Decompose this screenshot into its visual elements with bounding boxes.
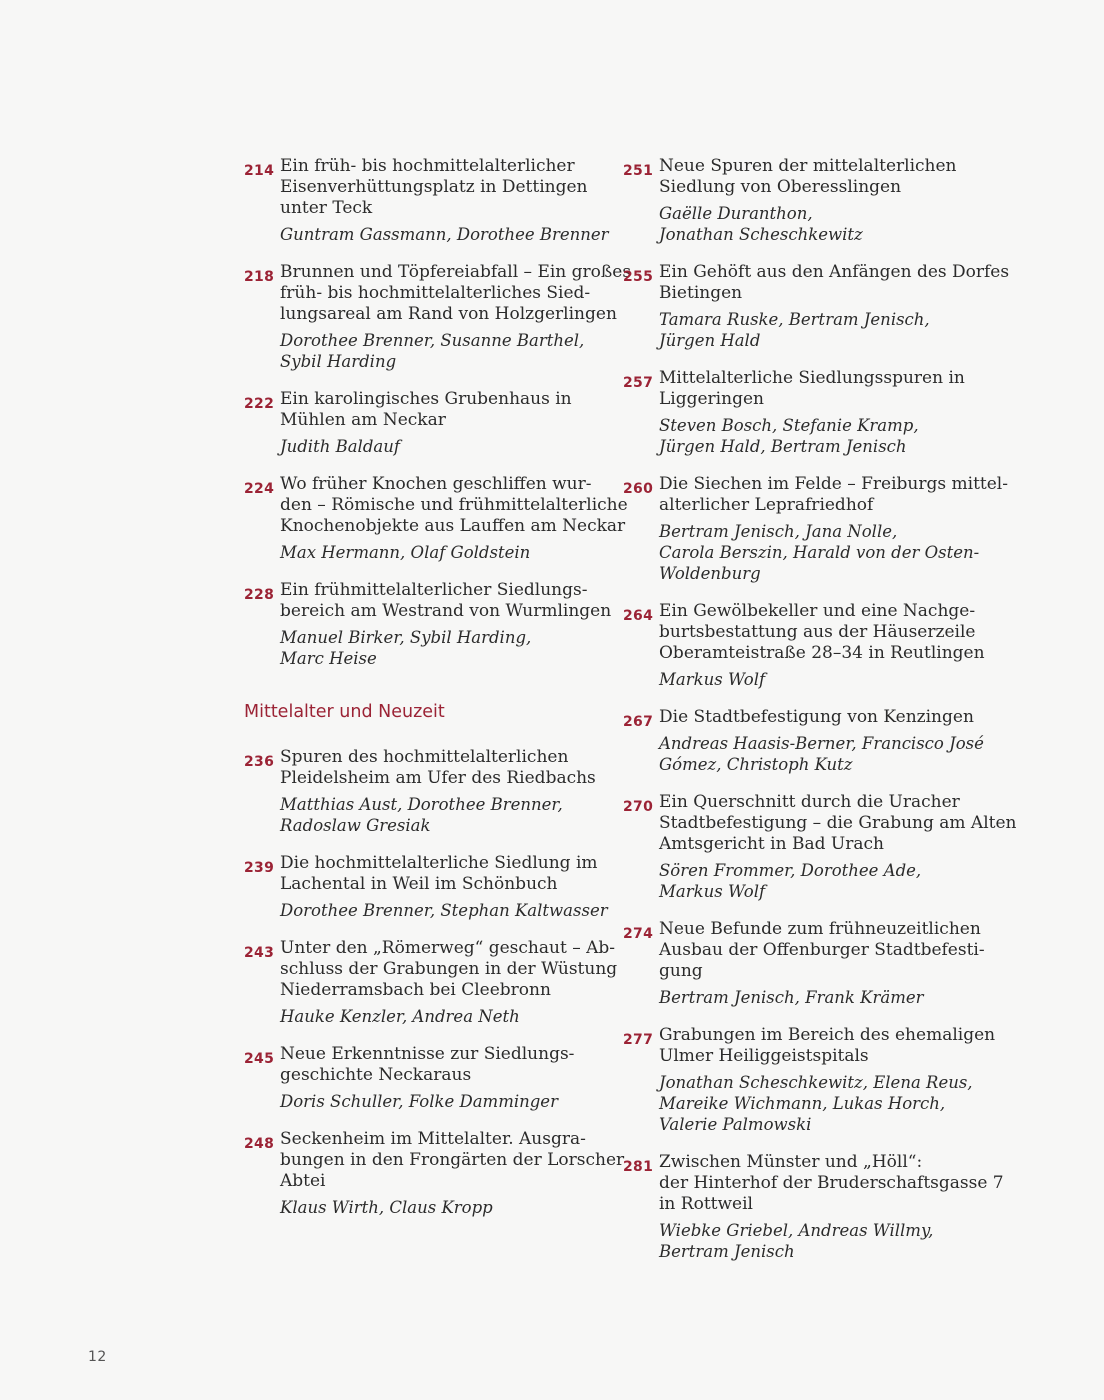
toc-entry-title-line: früh- bis hochmittelalterliches Sied- xyxy=(280,283,591,303)
toc-entry-title-line: Spuren des hochmittelalterlichen xyxy=(280,747,569,767)
toc-entry-title xyxy=(659,792,1017,855)
toc-entry-title-line: bereich am Westrand von Wurmlingen xyxy=(280,601,612,621)
toc-entry-title-line: Stadtbefestigung – die Grabung am Alten xyxy=(659,813,1017,833)
toc-entry-title-line: Grabungen im Bereich des ehemaligen xyxy=(659,1025,996,1045)
toc-entry-title-line: Liggeringen xyxy=(659,389,764,409)
toc-entry-author-line: Sybil Harding xyxy=(280,352,397,371)
toc-entry-author-line: Radoslaw Gresiak xyxy=(280,816,431,835)
toc-entry-authors xyxy=(659,309,968,351)
toc-entry-author-line: Klaus Wirth, Claus Kropp xyxy=(280,1198,493,1217)
toc-entry-authors xyxy=(280,330,589,372)
toc-entry-title-line: Knochenobjekte aus Lauffen am Neckar xyxy=(280,516,626,536)
toc-entry-title xyxy=(659,368,968,410)
toc-entry-title xyxy=(280,156,589,219)
toc-entry-page-number: 245 xyxy=(244,1051,275,1067)
toc-entry-title-line: Niederramsbach bei Cleebronn xyxy=(280,980,551,1000)
toc-entry-title-line: Neue Erkenntnisse zur Siedlungs- xyxy=(280,1044,575,1064)
toc-entry-author-line: Manuel Birker, Sybil Harding, xyxy=(280,628,532,647)
toc-entry[interactable] xyxy=(623,919,985,1008)
toc-entry-author-line: Marc Heise xyxy=(280,649,377,668)
toc-entry-author-line: Markus Wolf xyxy=(659,670,766,689)
toc-entry-author-line: Dorothee Brenner, Susanne Barthel, xyxy=(280,331,585,350)
toc-entry-title-line: gung xyxy=(659,961,703,981)
toc-entry-author-line: Dorothee Brenner, Stephan Kaltwasser xyxy=(280,901,608,920)
toc-entry-title-line: Pleidelsheim am Ufer des Riedbachs xyxy=(280,768,596,788)
toc-entry-title xyxy=(280,1129,625,1192)
toc-entry[interactable] xyxy=(623,156,968,245)
toc-entry-page-number: 228 xyxy=(244,587,275,603)
toc-entry-author-line: Judith Baldauf xyxy=(280,437,400,456)
toc-entry[interactable] xyxy=(244,262,632,372)
toc-entry-page-number: 236 xyxy=(244,754,275,770)
toc-entry-title-line: Zwischen Münster und „Höll“: xyxy=(659,1152,923,1172)
toc-entry-title-line: der Hinterhof der Bruderschaftsgasse 7 xyxy=(659,1173,1004,1193)
toc-entry-page-number: 218 xyxy=(244,269,275,285)
toc-entry-page-number: 214 xyxy=(244,163,275,179)
toc-entry-title xyxy=(659,156,968,198)
toc-entry-author-line: Tamara Ruske, Bertram Jenisch, xyxy=(659,310,930,329)
toc-entry-authors xyxy=(659,1072,973,1135)
toc-entry-author-line: Jürgen Hald, Bertram Jenisch xyxy=(659,437,907,456)
toc-entry-author-line: Matthias Aust, Dorothee Brenner, xyxy=(280,795,563,814)
toc-entry-title-line: Eisenverhüttungsplatz in Dettingen xyxy=(280,177,588,197)
toc-entry-title xyxy=(280,747,596,789)
toc-entry-title-line: den – Römische und frühmittelalterliche xyxy=(280,495,628,515)
toc-entry-title-line: Unter den „Römerweg“ geschaut – Ab- xyxy=(280,938,615,958)
toc-entry-page-number: 281 xyxy=(623,1159,654,1175)
toc-entry[interactable] xyxy=(244,389,589,457)
toc-entry-title-line: Ulmer Heiliggeistspitals xyxy=(659,1046,869,1066)
toc-entry-authors xyxy=(659,521,980,584)
toc-entry-authors xyxy=(659,669,968,690)
toc-entry-title xyxy=(280,262,632,325)
toc-entry-title-line: Abtei xyxy=(280,1171,326,1191)
toc-entry-page-number: 257 xyxy=(623,375,654,391)
toc-entry-title-line: Ein karolingisches Grubenhaus in xyxy=(280,389,572,409)
toc-entry-authors xyxy=(659,415,968,457)
toc-entry-authors xyxy=(659,987,968,1008)
toc-entry-title xyxy=(659,1152,1004,1215)
toc-entry-title xyxy=(280,1044,589,1086)
toc-right-column xyxy=(623,156,1017,1279)
toc-entry-authors xyxy=(659,860,968,902)
toc-entry-author-line: Mareike Wichmann, Lukas Horch, xyxy=(659,1094,946,1113)
toc-entry-title-line: Ein Gewölbekeller und eine Nachge- xyxy=(659,601,976,621)
toc-entry[interactable] xyxy=(244,474,628,563)
toc-entry-authors xyxy=(659,203,968,245)
toc-entry-title-line: Die hochmittelalterliche Siedlung im xyxy=(280,853,598,873)
toc-entry[interactable] xyxy=(244,1129,625,1218)
toc-entry-authors xyxy=(280,1197,589,1218)
toc-entry-title-line: in Rottweil xyxy=(659,1194,753,1214)
toc-entry-title-line: Brunnen und Töpfereiabfall – Ein großes xyxy=(280,262,632,282)
toc-entry[interactable] xyxy=(244,938,618,1027)
toc-entry-title-line: geschichte Neckaraus xyxy=(280,1065,472,1085)
section-heading: Mittelalter und Neuzeit xyxy=(244,702,445,722)
toc-entry-title-line: Bietingen xyxy=(659,283,743,303)
toc-entry-page-number: 222 xyxy=(244,396,275,412)
toc-entry-author-line: Gaëlle Duranthon, xyxy=(659,204,813,223)
toc-entry-author-line: Bertram Jenisch, Frank Krämer xyxy=(659,988,924,1007)
toc-entry-page-number: 243 xyxy=(244,945,275,961)
toc-entry[interactable] xyxy=(244,156,609,245)
toc-entry-title xyxy=(280,938,618,1001)
toc-entry-title-line: Oberamteistraße 28–34 in Reutlingen xyxy=(659,643,985,663)
toc-entry-page-number: 270 xyxy=(623,799,654,815)
toc-entry-title-line: Ausbau der Offenburger Stadtbefesti- xyxy=(659,940,985,960)
toc-entry-author-line: Guntram Gassmann, Dorothee Brenner xyxy=(280,225,609,244)
toc-entry-title-line: Mühlen am Neckar xyxy=(280,410,446,430)
toc-entry[interactable] xyxy=(623,368,968,457)
toc-entry-page-number: 267 xyxy=(623,714,654,730)
toc-entry-author-line: Valerie Palmowski xyxy=(659,1115,812,1134)
toc-entry-authors xyxy=(659,733,984,775)
toc-left-column xyxy=(244,156,632,1235)
toc-entry-title-line: unter Teck xyxy=(280,198,373,218)
toc-entry-title-line: lungsareal am Rand von Holzgerlingen xyxy=(280,304,617,324)
toc-entry-authors xyxy=(280,1091,589,1112)
toc-group-medieval-modern xyxy=(244,747,625,1218)
toc-entry-title-line: Die Siechen im Felde – Freiburgs mittel- xyxy=(659,474,1008,494)
toc-entry-page-number: 248 xyxy=(244,1136,275,1152)
toc-entry-page-number: 255 xyxy=(623,269,654,285)
toc-entry-title-line: Die Stadtbefestigung von Kenzingen xyxy=(659,707,974,727)
toc-entry-title xyxy=(659,601,985,664)
toc-entry[interactable] xyxy=(623,792,1017,902)
toc-entry-title xyxy=(659,262,1010,304)
toc-entry-title-line: Neue Befunde zum frühneuzeitlichen xyxy=(659,919,981,939)
toc-entry-title-line: Neue Spuren der mittelalterlichen xyxy=(659,156,957,176)
toc-entry-author-line: Sören Frommer, Dorothee Ade, xyxy=(659,861,922,880)
toc-entry-author-line: Steven Bosch, Stefanie Kramp, xyxy=(659,416,919,435)
toc-entry-title-line: Wo früher Knochen geschliffen wur- xyxy=(280,474,592,494)
toc-entry-authors xyxy=(659,1220,968,1262)
toc-entry-title-line: Amtsgericht in Bad Urach xyxy=(659,834,884,854)
toc-entry[interactable] xyxy=(623,601,985,690)
toc-entry-author-line: Bertram Jenisch xyxy=(659,1242,795,1261)
toc-entry-author-line: Jonathan Scheschkewitz, Elena Reus, xyxy=(659,1073,973,1092)
toc-group-right xyxy=(623,156,1017,1262)
toc-entry-page-number: 260 xyxy=(623,481,654,497)
toc-entry-page-number: 277 xyxy=(623,1032,654,1048)
toc-entry-title-line: bungen in den Frongärten der Lorscher xyxy=(280,1150,625,1170)
toc-entry-title xyxy=(280,853,598,895)
toc-entry-author-line: Doris Schuller, Folke Damminger xyxy=(280,1092,558,1111)
toc-entry[interactable] xyxy=(623,707,984,775)
toc-entry-author-line: Jonathan Scheschkewitz xyxy=(659,225,863,244)
toc-entry-title-line: schluss der Grabungen in der Wüstung xyxy=(280,959,618,979)
toc-entry-page-number: 274 xyxy=(623,926,654,942)
toc-entry-title-line: Seckenheim im Mittelalter. Ausgra- xyxy=(280,1129,586,1149)
toc-entry-title xyxy=(659,707,974,728)
toc-entry[interactable] xyxy=(244,580,612,669)
toc-entry-author-line: Max Hermann, Olaf Goldstein xyxy=(280,543,531,562)
toc-entry-title-line: Ein Gehöft aus den Anfängen des Dorfes xyxy=(659,262,1010,282)
toc-entry-authors xyxy=(280,900,608,921)
toc-entry-author-line: Jürgen Hald xyxy=(659,331,761,350)
toc-entry-title xyxy=(280,474,628,537)
toc-entry-author-line: Woldenburg xyxy=(659,564,761,583)
toc-entry-title-line: Mittelalterliche Siedlungsspuren in xyxy=(659,368,965,388)
toc-entry[interactable] xyxy=(244,747,596,836)
toc-entry-title-line: Ein früh- bis hochmittelalterlicher xyxy=(280,156,575,176)
toc-group-early-medieval xyxy=(244,156,632,669)
toc-entry-title-line: Siedlung von Oberesslingen xyxy=(659,177,902,197)
toc-entry-author-line: Andreas Haasis-Berner, Francisco José xyxy=(659,734,984,753)
toc-entry-title-line: alterlicher Leprafriedhof xyxy=(659,495,874,515)
toc-entry-title xyxy=(659,919,985,982)
toc-entry[interactable] xyxy=(623,1152,1004,1262)
toc-entry-author-line: Wiebke Griebel, Andreas Willmy, xyxy=(659,1221,934,1240)
toc-entry-title xyxy=(659,1025,996,1067)
toc-entry-author-line: Hauke Kenzler, Andrea Neth xyxy=(280,1007,520,1026)
toc-entry[interactable] xyxy=(244,1044,589,1112)
toc-entry[interactable] xyxy=(623,474,1008,584)
toc-entry-title xyxy=(280,389,589,431)
toc-entry-title xyxy=(280,580,612,622)
toc-entry-author-line: Markus Wolf xyxy=(659,882,766,901)
toc-entry-page-number: 251 xyxy=(623,163,654,179)
toc-entry[interactable] xyxy=(244,853,608,921)
toc-entry-author-line: Carola Berszin, Harald von der Osten- xyxy=(659,543,980,562)
toc-entry-page-number: 224 xyxy=(244,481,275,497)
toc-entry-author-line: Bertram Jenisch, Jana Nolle, xyxy=(659,522,898,541)
toc-entry-author-line: Gómez, Christoph Kutz xyxy=(659,755,853,774)
page-number: 12 xyxy=(88,1349,107,1365)
toc-entry-authors xyxy=(280,627,589,669)
toc-entry-title-line: burtsbestattung aus der Häuserzeile xyxy=(659,622,976,642)
toc-entry[interactable] xyxy=(623,262,1010,351)
toc-entry-title-line: Lachental in Weil im Schönbuch xyxy=(280,874,558,894)
toc-entry[interactable] xyxy=(623,1025,996,1135)
toc-entry-authors xyxy=(280,794,589,836)
toc-entry-authors xyxy=(280,436,589,457)
toc-entry-page-number: 239 xyxy=(244,860,275,876)
toc-entry-title-line: Ein Querschnitt durch die Uracher xyxy=(659,792,960,812)
toc-entry-page-number: 264 xyxy=(623,608,654,624)
toc-entry-authors xyxy=(280,1006,589,1027)
toc-entry-authors xyxy=(280,224,609,245)
toc-entry-title xyxy=(659,474,1008,516)
toc-entry-authors xyxy=(280,542,589,563)
toc-entry-title-line: Ein frühmittelalterlicher Siedlungs- xyxy=(280,580,588,600)
